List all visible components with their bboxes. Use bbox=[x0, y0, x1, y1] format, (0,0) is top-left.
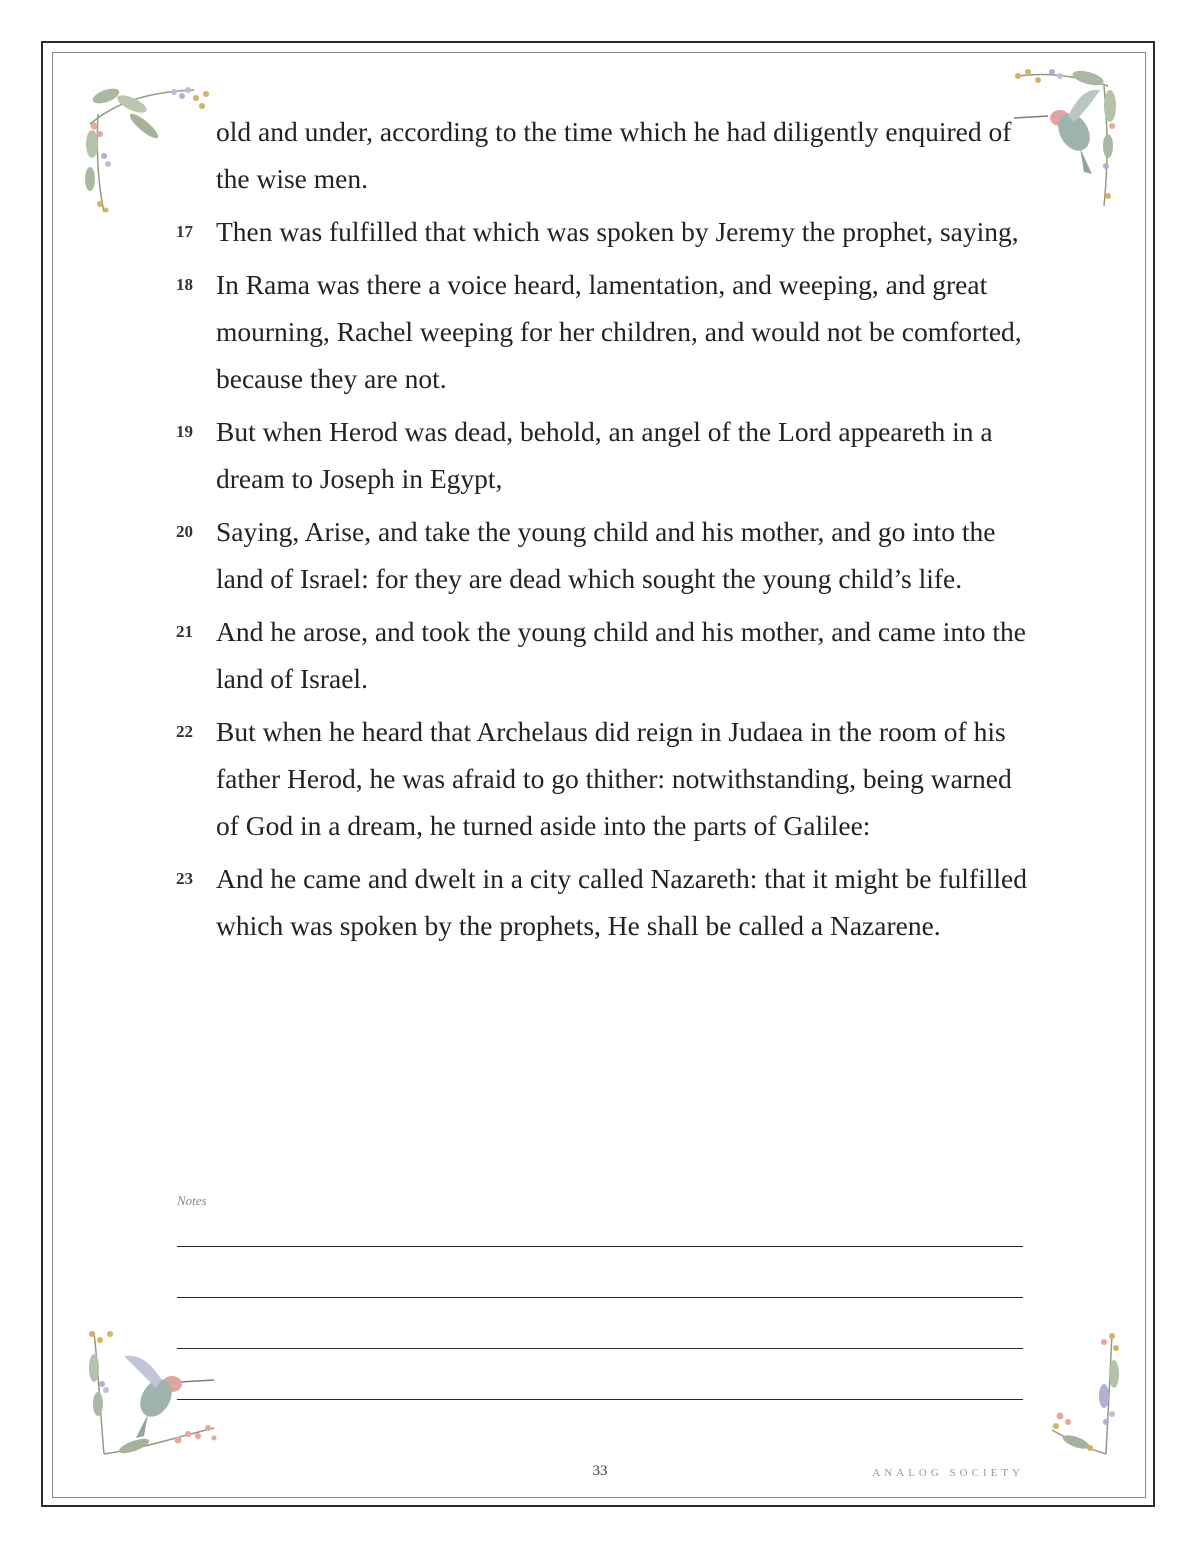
verse-17 bbox=[176, 208, 1036, 255]
verse-number: 17 bbox=[176, 222, 193, 241]
note-line[interactable] bbox=[177, 1297, 1023, 1298]
verse-number: 19 bbox=[176, 422, 193, 441]
scripture-text bbox=[176, 108, 1036, 955]
notes-label: Notes bbox=[177, 1193, 207, 1208]
verse-number: 22 bbox=[176, 722, 193, 741]
verse-text: old and under, according to the time which he had diligently enquired of the wise men. bbox=[216, 116, 1012, 194]
verse-text: But when Herod was dead, behold, an angel of the Lord appeareth in a dream to Joseph in Egypt, bbox=[216, 416, 993, 494]
verse-20 bbox=[176, 508, 1036, 602]
verse-19 bbox=[176, 408, 1036, 502]
verse-text: But when he heard that Archelaus did reign in Judaea in the room of his father Herod, he was afraid to go thither: notwithstanding, being warned of God in a dream, he turned aside into the parts of Galilee: bbox=[216, 716, 1012, 841]
note-line[interactable] bbox=[177, 1246, 1023, 1247]
floral-corner-bottom-right-icon bbox=[1046, 1330, 1122, 1460]
brand-name: ANALOG SOCIETY bbox=[872, 1467, 1024, 1479]
verse-number: 20 bbox=[176, 522, 193, 541]
verse-continuation bbox=[176, 108, 1036, 202]
verse-text: And he came and dwelt in a city called Nazareth: that it might be fulfilled which was spoken by the prophets, He shall be called a Nazarene. bbox=[216, 863, 1027, 941]
page-number: 33 bbox=[592, 1463, 608, 1479]
verse-text: Saying, Arise, and take the young child and his mother, and go into the land of Israel: for they are dead which sought the young child’s life. bbox=[216, 516, 996, 594]
verse-22 bbox=[176, 708, 1036, 849]
verse-text: And he arose, and took the young child and his mother, and came into the land of Israel. bbox=[216, 616, 1026, 694]
verse-number: 18 bbox=[176, 275, 193, 294]
verse-text: Then was fulfilled that which was spoken by Jeremy the prophet, saying, bbox=[216, 216, 1019, 247]
verse-text: In Rama was there a voice heard, lamentation, and weeping, and great mourning, Rachel weeping for her children, and would not be comforted, because they are not. bbox=[216, 269, 1022, 394]
verse-number: 21 bbox=[176, 622, 193, 641]
note-line[interactable] bbox=[177, 1399, 1023, 1400]
verse-18 bbox=[176, 261, 1036, 402]
verse-21 bbox=[176, 608, 1036, 702]
verse-number: 23 bbox=[176, 869, 193, 888]
note-line[interactable] bbox=[177, 1348, 1023, 1349]
verse-23 bbox=[176, 855, 1036, 949]
